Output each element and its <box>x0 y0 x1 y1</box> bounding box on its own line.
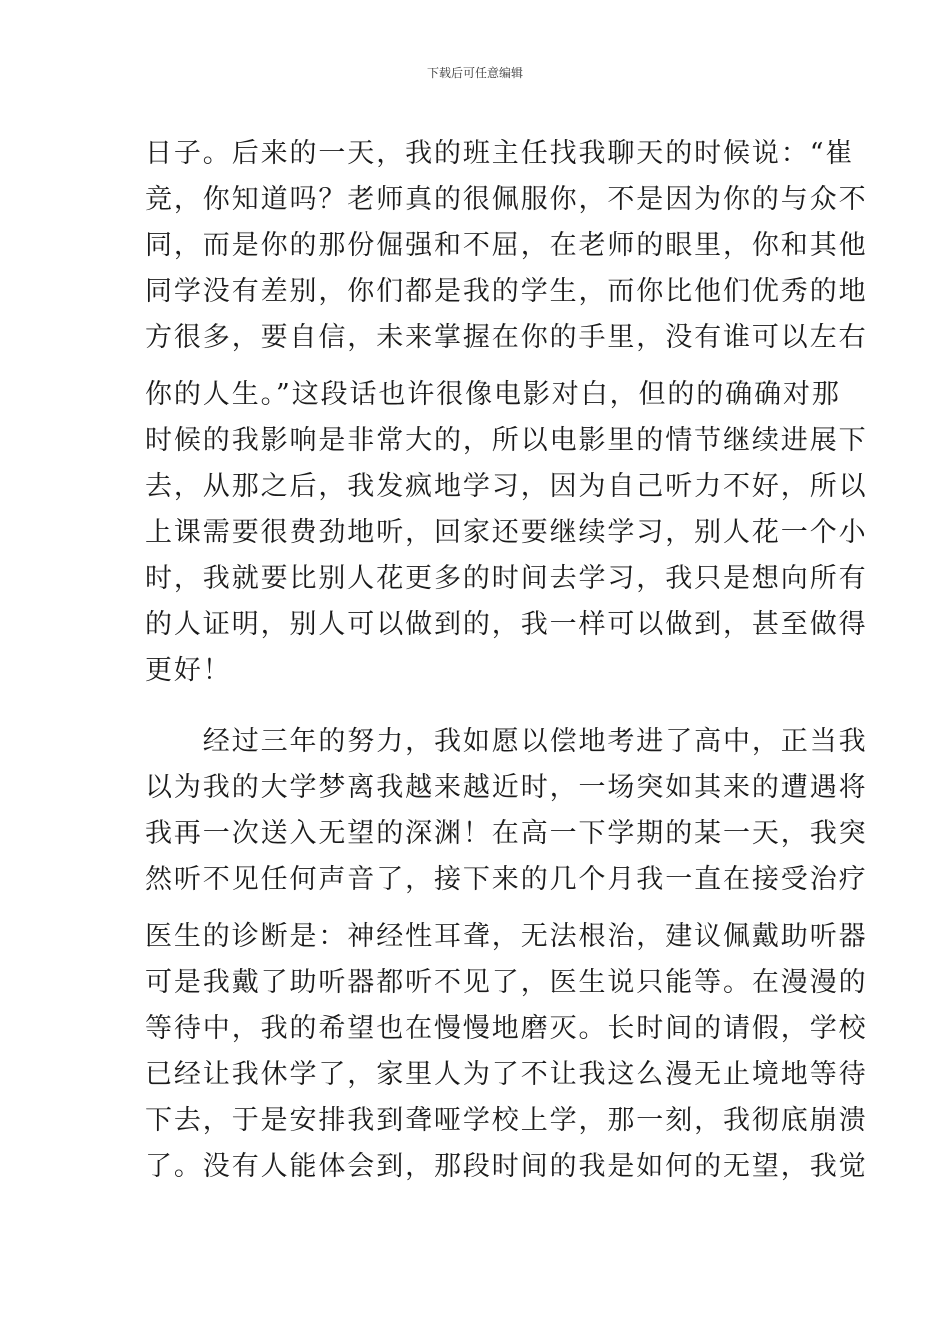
text-line: 了。没有人能体会到，那段时间的我是如何的无望，我觉 <box>145 1151 868 1182</box>
text-line: 已经让我休学了，家里人为了不让我这么漫无止境地等待 <box>145 1059 868 1090</box>
text-line: 下去，于是安排我到聋哑学校上学，那一刻，我彻底崩溃 <box>145 1105 868 1136</box>
text-line: 以为我的大学梦离我越来越近时，一场突如其来的遭遇将 <box>145 772 868 803</box>
text-line: 竞，你知道吗？老师真的很佩服你，不是因为你的与众不 <box>145 184 868 215</box>
text-line: 同，而是你的那份倔强和不屈，在老师的眼里，你和其他 <box>145 230 868 261</box>
text-line: 医生的诊断是：神经性耳聋，无法根治，建议佩戴助听器 <box>145 921 868 952</box>
text-line: 的人证明，别人可以做到的，我一样可以做到，甚至做得 <box>145 609 868 640</box>
text-line: 时，我就要比别人花更多的时间去学习，我只是想向所有 <box>145 563 868 594</box>
text-line: 你的人生。”这段话也许很像电影对白，但的的确确对那 <box>145 379 841 410</box>
text-line: 经过三年的努力，我如愿以偿地考进了高中，正当我 <box>145 726 868 757</box>
page-header: 下载后可任意编辑 <box>426 66 523 80</box>
text-line: 等待中，我的希望也在慢慢地磨灭。长时间的请假，学校 <box>145 1013 868 1044</box>
text-line: 方很多，要自信，未来掌握在你的手里，没有谁可以左右 <box>145 322 868 353</box>
text-line: 去，从那之后，我发疯地学习，因为自己听力不好，所以 <box>145 471 868 502</box>
text-line: 上课需要很费劲地听，回家还要继续学习，别人花一个小 <box>145 517 868 548</box>
text-line: 我再一次送入无望的深渊！在高一下学期的某一天，我突 <box>145 818 868 849</box>
text-line: 可是我戴了助听器都听不见了，医生说只能等。在漫漫的 <box>145 967 868 998</box>
text-line: 更好！ <box>145 655 232 686</box>
text-line: 同学没有差别，你们都是我的学生，而你比他们优秀的地 <box>145 276 868 307</box>
text-line: 时候的我影响是非常大的，所以电影里的情节继续进展下 <box>145 425 868 456</box>
text-line: 日子。后来的一天，我的班主任找我聊天的时候说：“崔 <box>145 138 855 169</box>
text-line: 然听不见任何声音了，接下来的几个月我一直在接受治疗 <box>145 864 868 895</box>
